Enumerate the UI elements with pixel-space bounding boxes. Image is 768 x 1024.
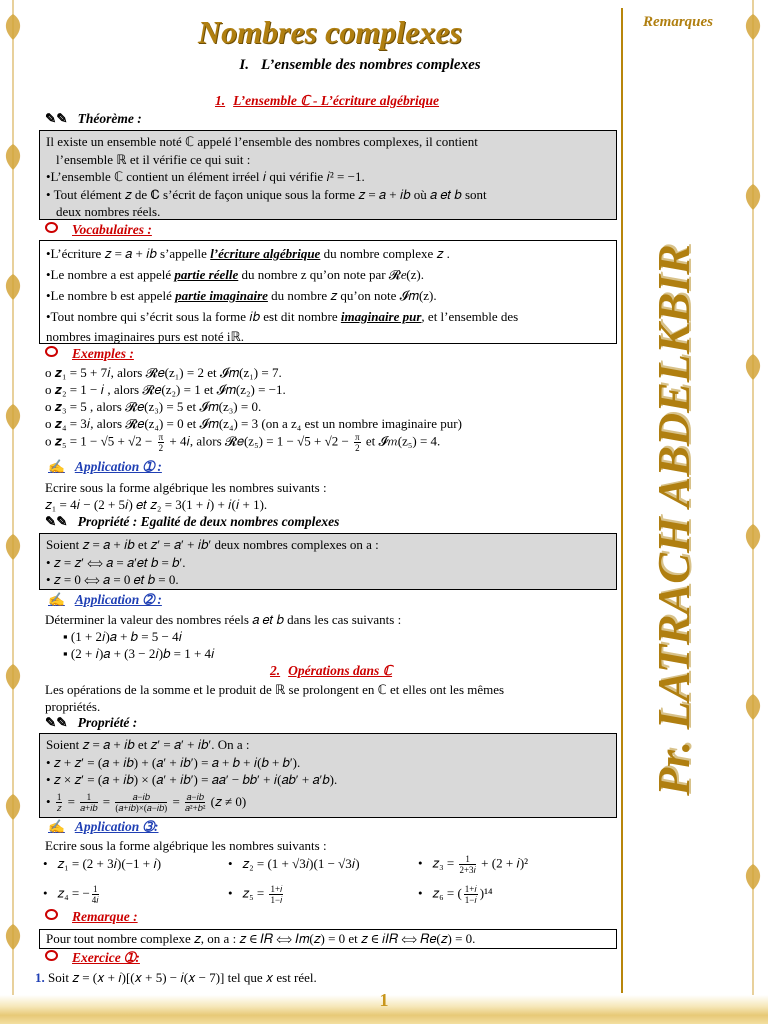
division-formula: • $\frac{1}{\text{𝑧}}$ = $\frac{1}{\text{𝑎+𝑖𝑏}}$ = $\frac{\text{𝑎−𝑖𝑏}}{\text{(𝑎+𝑖𝑏)×(𝑎−𝑖𝑏)}}$ = $\frac{\text{𝑎−𝑖𝑏}}{\text{𝑎²+𝑏²}}$ (𝑧 ≠ 0) <box>46 792 247 814</box>
vocabulaires-label: Vocabulaires : <box>45 222 152 238</box>
exemple-item: o 𝒛₁ = 5 + 7𝑖, alors 𝓡𝑒(z₁) = 2 et 𝓘𝑚(z₁) = 7. <box>45 365 282 380</box>
vocab-line: •Le nombre b est appelé partie imaginaire du nombre 𝑧 qu’on note 𝓘𝑚(z). <box>46 288 437 303</box>
subsection-number: 2. <box>270 663 281 678</box>
exercise-item: • 𝑧₁ = (2 + 3𝑖)(−1 + 𝑖) <box>43 856 162 871</box>
circle-bullet-icon <box>45 909 58 920</box>
application-3-label: ✍ Application ➂: <box>48 819 159 834</box>
page-title: Nombres complexes <box>198 14 462 50</box>
application-1-text: Ecrire sous la forme algébrique les nombres suivants : 𝑧₁ = 4𝑖 − (2 + 5𝑖) 𝑒𝑡 𝑧₂ = 3(1 + 𝑖) + 𝑖(𝑖 + 1). <box>45 480 327 512</box>
pencil-pair-icon: ✎✎ <box>45 514 68 529</box>
right-ornament-border <box>740 0 766 1000</box>
exemple-item: o 𝒛₄ = 3𝑖, alors 𝓡𝑒(z₄) = 0 et 𝓘𝑚(z₄) = 3 (on a z₄ est un nombre imaginaire pur) <box>45 416 462 431</box>
exercise-item: • 𝑧₃ = $\frac{1}{\text{2+3𝑖}}$ + (2 + 𝑖)² <box>418 854 529 875</box>
propriete-1-label: ✎✎ Propriété : Egalité de deux nombres complexes <box>45 514 340 529</box>
theoreme-line: deux nombres réels. <box>56 204 161 220</box>
application-2-label: ✍ Application ➁ : <box>48 592 162 607</box>
exercise-item: • 𝑧₆ = ( $\frac{\text{1+𝑖}}{\text{1−𝑖}}$ )¹⁴ <box>418 884 493 905</box>
section-label: L’ensemble des nombres complexes <box>261 57 481 73</box>
vocab-line: nombres imaginaires purs est noté iℝ. <box>46 329 245 344</box>
exercise-item: • 𝑧₅ = $\frac{\text{1+𝑖}}{\text{1−𝑖}}$ <box>228 884 283 905</box>
left-ornament-border <box>0 0 26 1000</box>
application-1-label: ✍ Application ➀ : <box>48 459 162 474</box>
exercice-line: 1. Soit 𝑧 = (𝑥 + 𝑖)[(𝑥 + 5) − 𝑖(𝑥 − 7)] tel que 𝑥 est réel. <box>35 970 317 985</box>
theoreme-line: •L’ensemble ℂ contient un élément irréel 𝑖 qui vérifie 𝑖² = −1. <box>46 169 365 185</box>
propriete-1-box: Soient 𝑧 = 𝑎 + 𝑖𝑏 et 𝑧′ = 𝑎′ + 𝑖𝑏′ deux nombres complexes on a : • 𝑧 = 𝑧′ ⟺ 𝑎 = 𝑎′𝑒𝑡 𝑏 = 𝑏′. • 𝑧 = 0 ⟺ 𝑎 = 0 𝑒𝑡 𝑏 = 0. <box>39 533 617 590</box>
section-number: I. <box>239 57 250 73</box>
circle-bullet-icon <box>45 950 58 961</box>
vocab-line: •Le nombre a est appelé partie réelle du nombre z qu’on note par 𝓡𝑒(z). <box>46 267 424 282</box>
circle-bullet-icon <box>45 346 58 357</box>
author-watermark: Pr. LATRACH ABDELKBIR <box>648 244 699 796</box>
subsection-label: L’ensemble ℂ - L’écriture algébrique <box>233 93 440 108</box>
exemple-item: o 𝒛₅ = 1 − √5 + √2 − $\frac{\pi}{2}$ + 4𝑖, alors 𝓡𝑒(z₅) = 1 − √5 + √2 − $\frac{\pi}{2}$ et 𝓘𝑚(z₅) = 4. <box>45 432 441 453</box>
writing-hand-icon: ✍ <box>48 592 65 607</box>
exercice-label: Exercice ➀: <box>45 950 140 966</box>
vocab-line: •L’écriture 𝑧 = 𝑎 + 𝑖𝑏 s’appelle l’écriture algébrique du nombre complexe 𝑧 . <box>46 246 450 261</box>
theoreme-box <box>39 130 617 220</box>
section-heading <box>180 57 540 74</box>
page-number: 1 <box>379 990 389 1010</box>
propriete-2-label: ✎✎ Propriété : <box>45 715 138 730</box>
vocab-line: •Tout nombre qui s’écrit sous la forme 𝑖𝑏 est dit nombre imaginaire pur, et l’ensemble des <box>46 309 519 324</box>
writing-hand-icon: ✍ <box>48 459 65 474</box>
remarque-box: Pour tout nombre complexe 𝑧, on a : 𝑧 ∈ 𝐼𝑅 ⟺ 𝐼𝑚(𝑧) = 0 et 𝑧 ∈ 𝑖𝐼𝑅 ⟺ 𝑅𝑒(𝑧) = 0. <box>39 929 617 949</box>
pencil-pair-icon: ✎✎ <box>45 715 68 730</box>
subsection-number: 1. <box>215 93 226 108</box>
writing-hand-icon: ✍ <box>48 819 65 834</box>
exemple-item: o 𝒛₂ = 1 − 𝑖 , alors 𝓡𝑒(z₂) = 1 et 𝓘𝑚(z₂) = −1. <box>45 382 286 397</box>
theoreme-line: l’ensemble ℝ et il vérifie ce qui suit : <box>56 151 251 167</box>
theoreme-line: Il existe un ensemble noté ℂ appelé l’ensemble des nombres complexes, il contient <box>46 134 478 149</box>
exemples-label: Exemples : <box>45 346 134 362</box>
application-2-text: Déterminer la valeur des nombres réels 𝑎 𝑒𝑡 𝑏 dans les cas suivants : ▪ (1 + 2𝑖)𝑎 + 𝑏 = 5 − 4𝑖 ▪ (2 + 𝑖)𝑎 + (3 − 2𝑖)𝑏 = 1 + 4𝑖 <box>45 612 402 661</box>
vocabulaires-box <box>39 240 617 344</box>
exercise-item: • 𝑧₂ = (1 + √3𝑖)(1 − √3𝑖) <box>228 856 360 871</box>
subsection-label: Opérations dans ℂ <box>288 663 393 678</box>
application-3-intro: Ecrire sous la forme algébrique les nombres suivants : <box>45 838 327 853</box>
circle-bullet-icon <box>45 222 58 233</box>
exemple-item: o 𝒛₃ = 5 , alors 𝓡𝑒(z₃) = 5 et 𝓘𝑚(z₃) = 0. <box>45 399 262 414</box>
subsection-heading-2 <box>270 663 392 679</box>
operations-text: Les opérations de la somme et le produit de ℝ se prolongent en ℂ et elles ont les mêmes propriétés. <box>45 682 505 714</box>
exercise-item: • 𝑧₄ = − $\frac{1}{\text{4𝑖}}$ <box>43 884 99 905</box>
exemples-list <box>45 364 462 453</box>
theoreme-line: • Tout élément 𝑧 de ℂ s’écrit de façon unique sous la forme 𝑧 = 𝑎 + 𝑖𝑏 où 𝑎 𝑒𝑡 𝑏 sont <box>46 186 487 202</box>
pencil-pair-icon: ✎✎ <box>45 111 68 126</box>
ornament-vine-icon <box>0 0 26 1000</box>
fraction: $\frac{\pi}{2}$ <box>355 432 360 453</box>
margin-divider <box>621 8 623 993</box>
propriete-2-box: Soient 𝑧 = 𝑎 + 𝑖𝑏 et 𝑧′ = 𝑎′ + 𝑖𝑏′. On a : • 𝑧 + 𝑧′ = (𝑎 + 𝑖𝑏) + (𝑎′ + 𝑖𝑏′) = 𝑎 + 𝑏 + 𝑖(𝑏 + 𝑏′). • 𝑧 × 𝑧′ = (𝑎 + 𝑖𝑏) × (𝑎′ + 𝑖𝑏′) = 𝑎𝑎′ − 𝑏𝑏′ + 𝑖(𝑎𝑏′ + 𝑎′𝑏). • $\frac{1}{\text{𝑧}}$ = $\frac{1}{\text{𝑎+𝑖𝑏}}$ = $\frac{\text{𝑎−𝑖𝑏}}{\text{(𝑎+𝑖𝑏)×(𝑎−𝑖𝑏)}}$ = $\frac{\text{𝑎−𝑖𝑏}}{\text{𝑎²+𝑏²}}$ (𝑧 ≠ 0) <box>39 733 617 818</box>
subsection-heading-1 <box>215 93 439 109</box>
ornament-vine-icon <box>740 0 766 1000</box>
remarque-label: Remarque : <box>45 909 138 925</box>
fraction: $\frac{\pi}{2}$ <box>158 432 164 453</box>
theoreme-label: ✎✎ Théorème : <box>45 111 142 126</box>
remarques-heading: Remarques <box>642 14 713 30</box>
